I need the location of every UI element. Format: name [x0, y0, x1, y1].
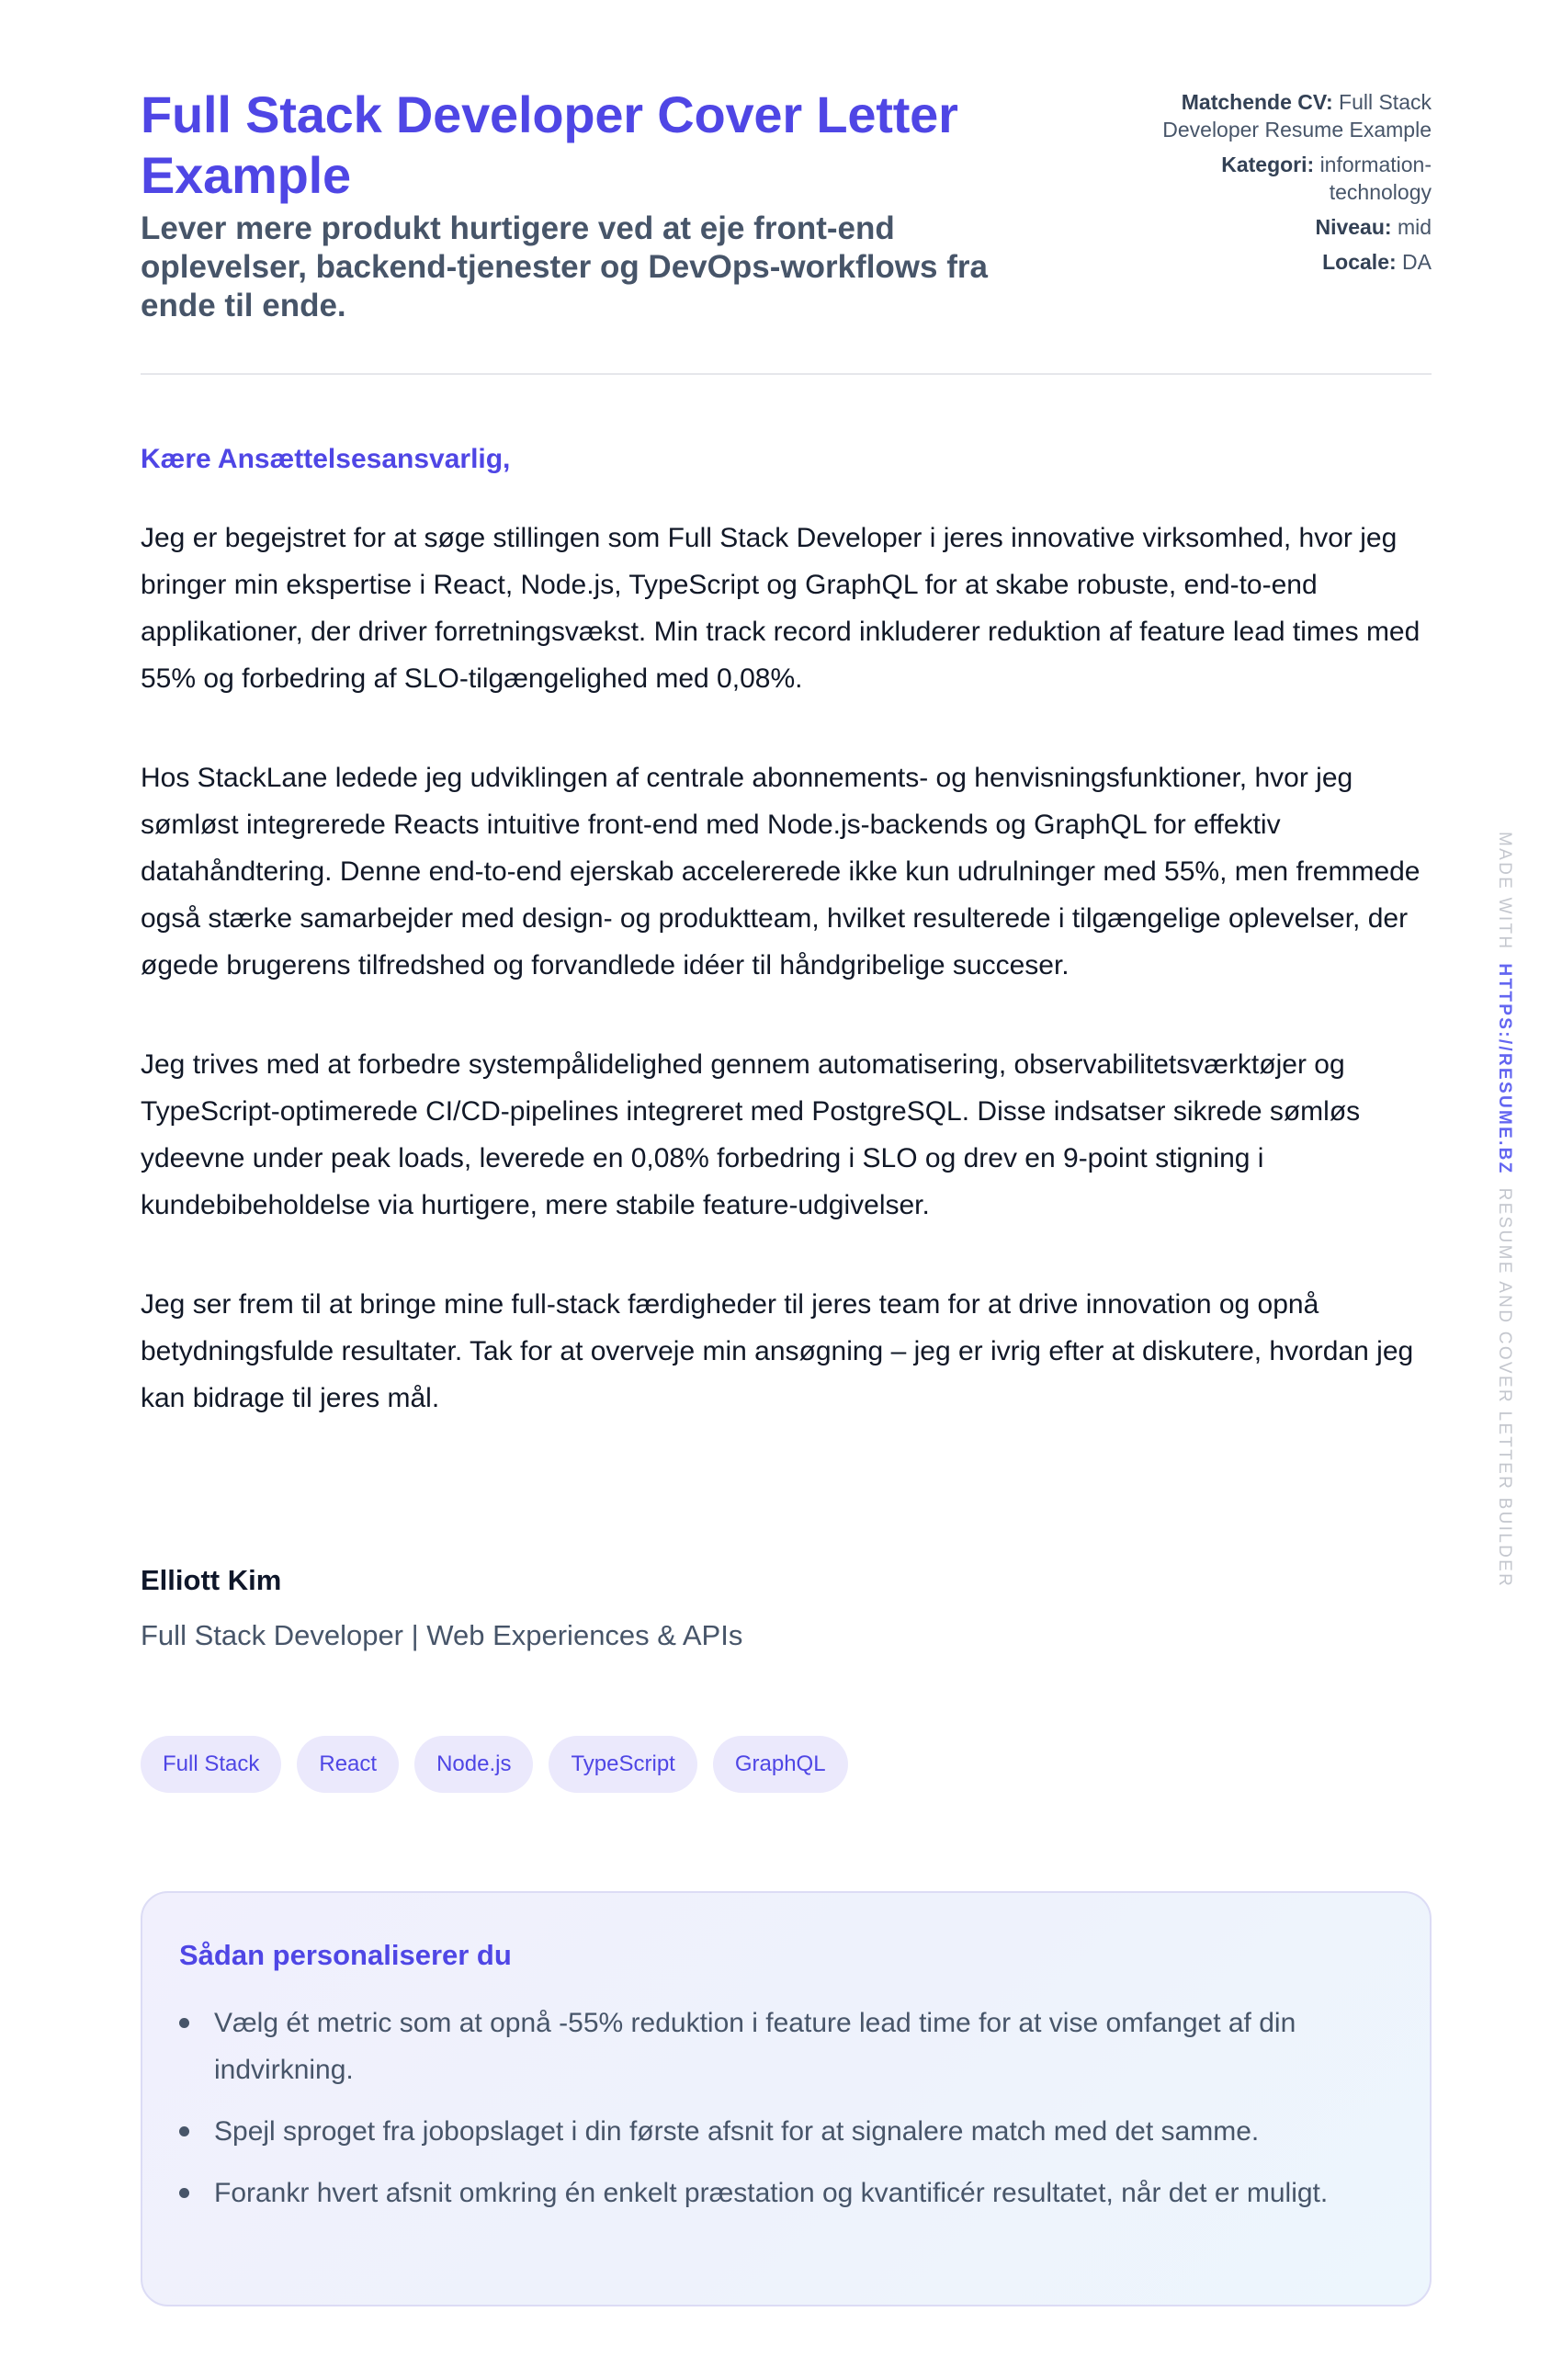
tips-title: Sådan personaliserer du: [179, 1939, 512, 1971]
watermark-text: [1493, 832, 1515, 1588]
tip-item: [179, 2170, 1393, 2216]
meta-value: information-technology: [1319, 153, 1432, 204]
tip-item: [179, 2108, 1393, 2155]
watermark-suffix: RESUME AND COVER LETTER BUILDER: [1495, 1187, 1514, 1589]
meta-label: Kategori:: [1221, 153, 1315, 176]
title-block: [141, 85, 1069, 325]
letter-paragraph: Jeg trives med at forbedre systempålidelighed gennem automatisering, observabilitetsværktøjer og TypeScript-optimerede CI/CD-pipelines integreret med PostgreSQL. Disse indsatser sikrede sømløs ydeevne under peak loads, leverede en 0,08% forbedring i SLO og drev en 9-point stigning i kundebibeholdelse via hurtigere, mere stabile feature-udgivelser.: [141, 1049, 1361, 1220]
meta-locale: [1128, 248, 1432, 276]
signature-block: [141, 1562, 742, 1654]
signature-title: Full Stack Developer | Web Experiences & APIs: [141, 1619, 743, 1651]
bullet-icon: [179, 2188, 189, 2198]
tip-text: Forankr hvert afsnit omkring én enkelt præstation og kvantificér resultatet, når det er muligt.: [214, 2178, 1329, 2208]
page-subtitle: Lever mere produkt hurtigere ved at eje front-end oplevelser, backend-tjenester og DevOps-workflows fra ende til ende.: [141, 210, 988, 323]
signature-name: Elliott Kim: [141, 1564, 282, 1596]
bullet-icon: [179, 2018, 189, 2028]
meta-panel: [1128, 88, 1432, 283]
meta-matching-cv: [1128, 88, 1432, 143]
tip-text: Spejl sproget fra jobopslaget i din første afsnit for at signalere match med det samme.: [214, 2116, 1260, 2147]
skill-tag: Full Stack: [141, 1736, 281, 1793]
skill-tag: Node.js: [414, 1736, 533, 1793]
tips-list: [179, 2000, 1393, 2216]
meta-category: [1128, 151, 1432, 206]
watermark-link[interactable]: HTTPS://RESUME.BZ: [1495, 963, 1514, 1175]
letter-body: [141, 515, 1432, 1474]
meta-value: mid: [1397, 215, 1432, 239]
page-title: Full Stack Developer Cover Letter Example: [141, 85, 958, 204]
skill-tag: GraphQL: [713, 1736, 848, 1793]
meta-label: Niveau:: [1315, 215, 1392, 239]
letter-paragraph: Jeg er begejstret for at søge stillingen som Full Stack Developer i jeres innovative virksomhed, hvor jeg bringer min ekspertise i React, Node.js, TypeScript og GraphQL for at skabe robuste, end-to-end applikationer, der driver forretningsvækst. Min track record inkluderer reduktion af feature lead times med 55% og forbedring af SLO-tilgængelighed med 0,08%.: [141, 523, 1421, 694]
watermark-prefix: MADE WITH: [1495, 832, 1514, 951]
meta-value: DA: [1402, 250, 1432, 274]
header-divider: [141, 373, 1432, 375]
letter-paragraph: Hos StackLane ledede jeg udviklingen af centrale abonnements- og henvisningsfunktioner, hvor jeg sømløst integrerede Reacts intuitive front-end med Node.js-backends og GraphQL for effektiv datahåndtering. Denne end-to-end ejerskab accelererede ikke kun udrulninger med 55%, men fremmede også stærke samarbejder med design- og produktteam, hvilket resulterede i tilgængelige oplevelser, der øgede brugerens tilfredshed og forvandlede idéer til håndgribelige succeser.: [141, 763, 1421, 980]
letter-paragraph: Jeg ser frem til at bringe mine full-stack færdigheder til jeres team for at drive innovation og opnå betydningsfulde resultater. Tak for at overveje min ansøgning – jeg er ivrig efter at diskutere, hvordan jeg kan bidrage til jeres mål.: [141, 1289, 1414, 1413]
meta-value: Full Stack Developer Resume Example: [1162, 90, 1432, 142]
meta-label: Locale:: [1322, 250, 1397, 274]
skill-tag: React: [297, 1736, 399, 1793]
skill-tags: [141, 1736, 848, 1793]
tip-text: Vælg ét metric som at opnå -55% reduktion i feature lead time for at vise omfanget af din indvirkning.: [214, 2008, 1296, 2085]
tip-item: [179, 2000, 1393, 2093]
meta-level: [1128, 213, 1432, 241]
page-header: [141, 85, 1432, 360]
vertical-watermark: [1493, 832, 1515, 1589]
skill-tag: TypeScript: [549, 1736, 696, 1793]
personalization-tips-box: [141, 1891, 1432, 2306]
meta-label: Matchende CV:: [1181, 90, 1333, 114]
salutation: Kære Ansættelsesansvarlig,: [141, 444, 511, 474]
bullet-icon: [179, 2126, 189, 2136]
